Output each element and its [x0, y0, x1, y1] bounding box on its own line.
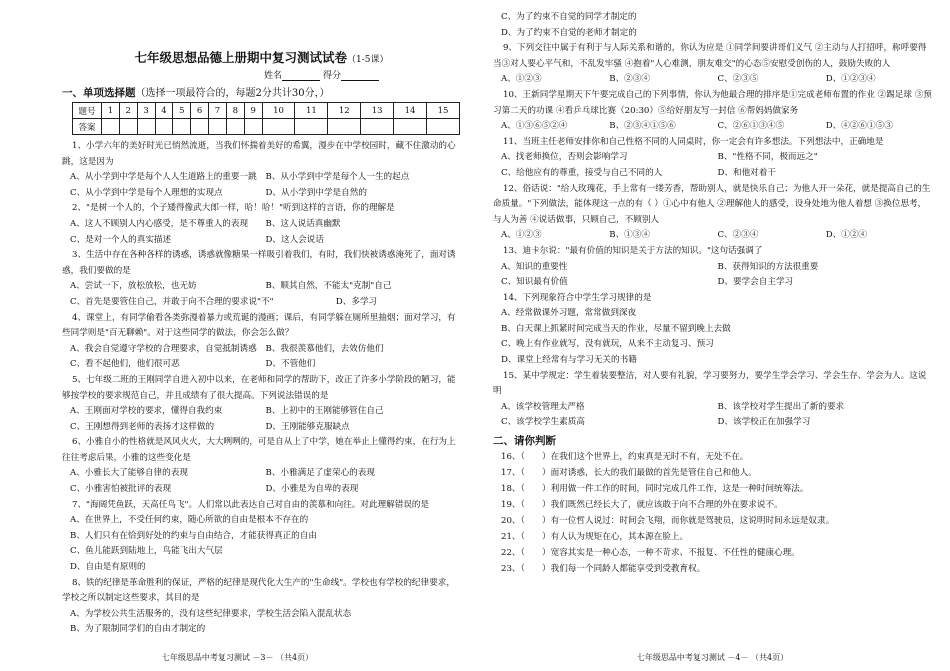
question-14: 14、下列现象符合中学生学习规律的是 — [503, 292, 652, 303]
option-d[interactable]: D、多学习 — [335, 296, 378, 307]
question-10: 10、王新同学星期天下午要完成自己的下列事情，你认为他最合理的排序是①完成老师布置的作业 ②踢足球 ③预习第二天的功课 ④看乒乓球比赛（20:30）⑤给好朋友写一封信 ⑥帮妈妈做家务 — [493, 89, 932, 116]
option-a[interactable]: A、小雅长大了能够自律的表现 — [70, 468, 188, 479]
option-c[interactable]: C、是对一个人的真实描述 — [70, 234, 172, 245]
section2-heading — [493, 433, 934, 448]
question-7-option-d[interactable]: D、自由是有原则的 — [70, 562, 146, 573]
question-number-cell: 2 — [119, 103, 137, 119]
option-c[interactable]: C、②⑥①③④⑤ — [717, 121, 785, 132]
question-14-option-d[interactable]: D、课堂上经常有与学习无关的书籍 — [501, 355, 637, 366]
option-c[interactable]: C、知识最有价值 — [501, 277, 568, 288]
option-b[interactable]: B、顺其自然，不能太"克制"自己 — [265, 281, 392, 292]
section1-heading — [62, 84, 461, 100]
name-score-line — [182, 68, 461, 81]
question-7-option-b[interactable]: B、人们只有在恰到好处的约束与自由结合，才能获得真正的自由 — [70, 530, 317, 541]
question-13-options-cd — [493, 275, 934, 291]
question-6: 6、小雅自小的性格就是风风火火，大大咧咧的，可是自从上了中学，她在举止上懂得约束，在行为上往往考虑后果，小雅的这些变化是 — [62, 437, 456, 463]
question-number-cell: 7 — [209, 103, 227, 119]
question-6-options-ab — [62, 466, 461, 482]
question-number-cell: 5 — [173, 103, 191, 119]
title-text: 七年级思想品德上册期中复习测试试卷 — [134, 50, 347, 65]
option-b[interactable]: B、上初中的王刚能够管住自己 — [265, 406, 384, 417]
option-c[interactable]: C、给他应有的尊重，接受与自己不同的人 — [501, 167, 663, 178]
option-b[interactable]: B、该学校对学生提出了新的要求 — [717, 401, 845, 412]
answer-table-answer-row — [73, 119, 460, 135]
question-1-options-cd — [62, 186, 461, 202]
judge-item-21[interactable]: 21、（ ）有人认为规矩在心，其本源在脸上。 — [501, 532, 689, 543]
question-3: 3、生活中存在各种各样的诱惑，诱惑就像糖果一样吸引着我们，有时，我们快被诱惑淹死了，面对诱惑，我们要做的是 — [62, 250, 456, 276]
option-b[interactable]: B、①③④ — [609, 230, 650, 241]
judge-item-19[interactable]: 19、（ ）我们既然已经长大了，就应该敢于向不合理的外在要求说不。 — [501, 500, 783, 511]
judge-item-18[interactable]: 18、（ ）利用做一件工作的时间，同时完成几件工作，这是一种时间统筹法。 — [501, 484, 809, 495]
option-a[interactable]: A、①③⑥⑤②④ — [501, 121, 568, 132]
option-c[interactable]: C、王刚想得到老师的表扬才这样做的 — [70, 421, 215, 432]
option-d[interactable]: D、小雅是为自卑的表现 — [265, 484, 359, 495]
question-9-options — [493, 72, 934, 88]
question-12-options — [493, 228, 934, 244]
question-4-options-ab — [62, 342, 461, 358]
option-c[interactable]: C、该学校学生素质高 — [501, 417, 585, 428]
question-2: 2、"是树一个人的，个子矮得像武大郎一样，哈！哈！"听到这样的言语，你的理解是 — [72, 203, 395, 214]
answer-table — [72, 102, 460, 135]
question-number-cell: 8 — [226, 103, 244, 119]
answer-cell[interactable] — [262, 119, 295, 135]
question-8-option-c[interactable]: C、为了约束不自觉的同学才制定的 — [501, 12, 637, 22]
question-15: 15、某中学规定：学生着装要整洁，对人要有礼貌，学习要努力，要学生学会学习、学会生存、学会为人。这说明 — [493, 370, 927, 397]
answer-cell[interactable] — [394, 119, 427, 135]
question-8: 8、铁的纪律是革命胜利的保证，严格的纪律是现代化大生产的"生命线"。学校也有学校的纪律要求，学校之所以制定这些要求，其目的是 — [62, 577, 455, 604]
judge-item-17[interactable]: 17、（ ）面对诱惑，长大的我们最做的首先是管住自己和他人。 — [501, 468, 757, 479]
question-4-options-cd — [62, 357, 461, 373]
number-row-label: 题号 — [73, 103, 102, 119]
name-label: 姓名 — [264, 71, 283, 81]
question-13: 13、迪卡尔说："最有价值的知识是关于方法的知识。"这句话强调了 — [503, 245, 763, 256]
score-label: 得分 — [322, 71, 341, 81]
title-suffix: （1-5课） — [347, 55, 389, 65]
question-6-options-cd — [62, 482, 461, 498]
question-13-options-ab — [493, 260, 934, 276]
question-11: 11、当班主任老师安排你和自己性格不同的人同桌时，你一定会有许多想法。下列想法中，正确地是 — [503, 136, 884, 147]
option-b[interactable]: B、小雅满足了虚荣心的表现 — [265, 468, 375, 479]
answer-cell[interactable] — [426, 119, 459, 135]
option-d[interactable]: D、①②④ — [825, 230, 868, 241]
option-b[interactable]: B、②③④①⑤⑥ — [609, 121, 676, 132]
question-12: 12、俗话说："给人玫瑰花，手上常有一缕芳香，帮助别人，就是快乐自己；为他人开一朵花，就是提高自己的生命质量。"下列做法，能体现这一点的有（ ）①心中有他人 ②理解他人的感受，设身处地为他人着想 ③换位思考，与人为善 ④说话做事，只顾自己，不顾别人 — [493, 183, 931, 225]
answer-cell[interactable] — [244, 119, 262, 135]
option-a[interactable]: A、从小学到中学是每个人人生道路上的重要一跳 — [70, 172, 257, 183]
option-a[interactable]: A、该学校管理太严格 — [501, 401, 585, 412]
question-number-cell: 11 — [295, 103, 328, 119]
judge-item-23[interactable]: 23、（ ）我们每一个同龄人都能享受到受教育权。 — [501, 564, 706, 575]
answer-cell[interactable] — [328, 119, 361, 135]
question-11-options-cd — [493, 166, 934, 182]
question-11-options-ab — [493, 150, 934, 166]
question-number-cell: 14 — [394, 103, 427, 119]
option-a[interactable]: A、我会自觉遵守学校的合理要求，自觉抵制诱惑 — [70, 343, 257, 354]
question-7-option-c[interactable]: C、鱼儿能跃到陆地上，鸟能飞出大气层 — [70, 546, 223, 557]
question-number-cell: 9 — [244, 103, 262, 119]
question-7-option-a[interactable]: A、在世界上，不受任何约束，随心所欲的自由是根本不存在的 — [70, 515, 309, 526]
question-8-option-b[interactable]: B、为了限制同学们的自由才制定的 — [70, 624, 206, 635]
question-1-options-ab — [62, 170, 461, 186]
option-a[interactable]: A、①②③ — [501, 74, 542, 85]
question-14-option-c[interactable]: C、晚上有作业就写，没有就玩，从来不主动复习、预习 — [501, 339, 714, 350]
section1-title: 一、单项选择题 — [62, 87, 136, 99]
option-c[interactable]: C、首先是要管住自己，并敢于向不合理的要求说"不" — [70, 296, 274, 307]
question-15-options-ab — [493, 400, 934, 416]
option-b[interactable]: B、②③④ — [609, 74, 650, 85]
option-d[interactable]: D、和他对着干 — [717, 167, 776, 178]
option-b[interactable]: B、我很羡慕他们，去效仿他们 — [265, 343, 384, 354]
option-d[interactable]: D、该学校正在加强学习 — [717, 417, 811, 428]
answer-table-number-row — [73, 103, 460, 119]
question-number-cell: 1 — [102, 103, 120, 119]
question-number-cell: 13 — [361, 103, 394, 119]
question-number-cell: 4 — [155, 103, 173, 119]
page-4 — [475, 0, 950, 671]
option-d[interactable]: D、不管他们 — [265, 359, 316, 370]
answer-row-label: 答案 — [73, 119, 102, 135]
option-a[interactable]: A、找老师换位，否则会影响学习 — [501, 152, 628, 163]
answer-cell[interactable] — [173, 119, 191, 135]
answer-cell[interactable] — [209, 119, 227, 135]
question-number-cell: 6 — [191, 103, 209, 119]
answer-cell[interactable] — [102, 119, 120, 135]
option-d[interactable]: D、王刚能够克服缺点 — [265, 421, 350, 432]
answer-cell[interactable] — [137, 119, 155, 135]
score-blank[interactable] — [341, 71, 379, 81]
question-number-cell: 12 — [328, 103, 361, 119]
option-b[interactable]: B、"性格不同，极而远之" — [717, 152, 818, 163]
option-c[interactable]: C、②③④ — [717, 230, 759, 241]
question-3-options-cd — [62, 295, 461, 311]
answer-cell[interactable] — [155, 119, 173, 135]
answer-cell[interactable] — [191, 119, 209, 135]
judge-item-22[interactable]: 22、（ ）宽容其实是一种心态，一种不苛求、不报复、不任性的健康心理。 — [501, 548, 800, 559]
option-c[interactable]: C、从小学到中学是每个人理想的实现点 — [70, 187, 223, 198]
option-d[interactable]: D、④②⑥①⑤③ — [825, 121, 893, 132]
question-7: 7、"海阔凭鱼跃，天高任鸟飞"。人们常以此表达自己对自由的羡慕和向往。对此理解错误的是 — [72, 499, 430, 510]
option-a[interactable]: A、尝试一下，放松放松，也无妨 — [70, 281, 197, 292]
question-1: 1、小学六年的美好时光已悄然流逝，当我们怀揣着美好的希翼，漫步在中学校园时，藏不住激动的心跳，这是因为 — [62, 141, 456, 167]
page-footer: 七年级思品中考复习测试 －3－ （共4页） — [161, 653, 314, 662]
option-a[interactable]: A、知识的重要性 — [501, 261, 568, 272]
question-14-option-b[interactable]: B、白天课上抓紧时间完成当天的作业，尽量不留到晚上去做 — [501, 323, 731, 334]
question-9: 9、下列交往中属于有利于与人际关系和谐的，你认为应是 ①同学间要讲哥们义气 ②主动与人打招呼，称呼要得当③对人要心平气和，不乱发牢骚 ④抱着"人心难测，朋友难交"的心态⑤安慰受创伤的人，鼓励失败的人 — [493, 43, 927, 69]
option-a[interactable]: A、这人不顾别人内心感受，是不尊重人的表现 — [70, 218, 249, 229]
question-14-option-a[interactable]: A、经常做课外习题，常常做到深夜 — [501, 308, 637, 319]
option-c[interactable]: C、小雅害怕被批评的表现 — [70, 484, 172, 495]
option-c[interactable]: C、看不起他们，他们很可恶 — [70, 359, 180, 370]
answer-cell[interactable] — [361, 119, 394, 135]
question-number-cell: 10 — [262, 103, 295, 119]
question-2-options-ab — [62, 217, 461, 233]
option-d[interactable]: D、这人会说话 — [265, 234, 324, 245]
option-d[interactable]: D、从小学到中学是自然的 — [265, 187, 367, 198]
question-5: 5、七年级二班的王刚同学自进入初中以来，在老师和同学的帮助下，改正了许多小学阶段的陋习，能够按学校的要求规范自己，并且成绩有了很大提高。下列说法错误的是 — [62, 374, 456, 401]
answer-cell[interactable] — [295, 119, 328, 135]
question-2-options-cd — [62, 233, 461, 249]
option-d[interactable]: D、①②③④ — [825, 74, 876, 85]
option-a[interactable]: A、①②③ — [501, 230, 542, 241]
answer-cell[interactable] — [226, 119, 244, 135]
question-15-options-cd — [493, 415, 934, 431]
question-5-options-cd — [62, 420, 461, 436]
answer-cell[interactable] — [119, 119, 137, 135]
section1-note: （选择一项最符合的，每题2分共计30分，） — [135, 88, 330, 99]
option-a[interactable]: A、王刚面对学校的要求，懂得自我约束 — [70, 406, 223, 417]
question-number-cell: 3 — [137, 103, 155, 119]
judge-item-16[interactable]: 16、（ ）在我们这个世界上，约束真是无时不有，无处不在。 — [501, 452, 749, 463]
page-footer: 七年级思品中考复习测试 －4－ （共4页） — [636, 653, 789, 662]
name-blank[interactable] — [282, 71, 320, 81]
option-b[interactable]: B、获得知识的方法很重要 — [717, 261, 819, 272]
option-d[interactable]: D、要学会自主学习 — [717, 277, 794, 288]
question-8-option-a[interactable]: A、为学校公共生活服务的，没有这些纪律要求，学校生活会陷入混乱状态 — [70, 608, 352, 619]
option-b[interactable]: B、这人说话真幽默 — [265, 218, 341, 229]
section2-title: 二、请你判断 — [493, 435, 556, 448]
question-8-option-d[interactable]: D、为了约束不自觉的老师才制定的 — [501, 27, 637, 38]
option-b[interactable]: B、从小学到中学是每个人一生的起点 — [265, 172, 410, 183]
exam-title — [62, 48, 461, 66]
question-10-options — [493, 119, 934, 135]
option-c[interactable]: C、②③⑤ — [717, 74, 759, 85]
question-number-cell: 15 — [426, 103, 459, 119]
judge-item-20[interactable]: 20、（ ）有一位哲人说过：时间会飞翔，而你就是驾驶员，这说明时间永远是奴隶。 — [501, 516, 835, 527]
question-4: 4、课堂上，有同学偷看各类弥漫着暴力或荒诞的漫画；课后，有同学躲在厕所里抽烟；面对学习，有些同学则是"百无聊赖"。对于这些同学的做法，你会怎么做？ — [62, 312, 456, 339]
question-5-options-ab — [62, 404, 461, 420]
question-3-options-ab — [62, 279, 461, 295]
